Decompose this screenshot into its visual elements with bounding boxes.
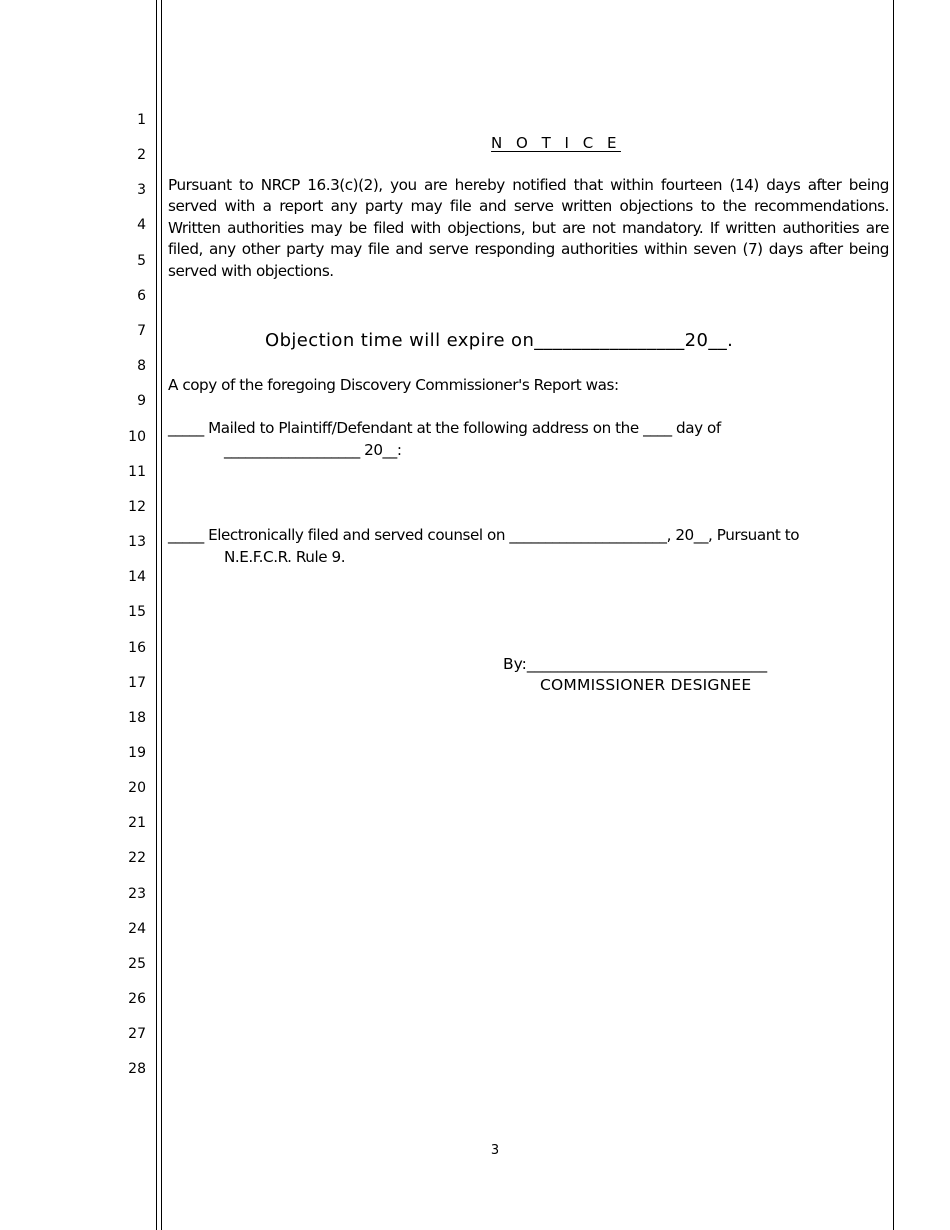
line-number: 6 (137, 288, 146, 304)
left-margin-rule-inner (161, 0, 162, 1230)
line-number: 11 (128, 464, 146, 480)
signature-by-line: By:_______________________________ (503, 655, 768, 673)
electronic-service-line-1: _____ Electronically filed and served counsel on ______________________, 20__, Pursuant to (168, 526, 800, 544)
line-number: 10 (128, 429, 146, 445)
objection-expiration-line: Objection time will expire on________________20__. (265, 330, 734, 351)
notice-heading (168, 132, 889, 154)
left-margin-rule-outer (156, 0, 157, 1230)
notice-heading-text: N O T I C E (491, 134, 621, 152)
mailed-service-line-1: _____ Mailed to Plaintiff/Defendant at the following address on the ____ day of (168, 419, 721, 437)
electronic-service-option (168, 525, 889, 568)
mailed-service-line-2: ___________________ 20__: (224, 440, 402, 459)
line-number: 18 (128, 710, 146, 726)
line-number: 21 (128, 815, 146, 831)
line-number: 27 (128, 1026, 146, 1042)
line-number: 23 (128, 886, 146, 902)
line-number: 24 (128, 921, 146, 937)
line-number: 5 (137, 253, 146, 269)
signature-title: COMMISSIONER DESIGNEE (540, 676, 752, 694)
line-number: 19 (128, 745, 146, 761)
line-number: 22 (128, 850, 146, 866)
line-number: 25 (128, 956, 146, 972)
line-number: 14 (128, 569, 146, 585)
line-number: 9 (137, 393, 146, 409)
mailed-service-option (168, 418, 889, 461)
line-number: 20 (128, 780, 146, 796)
line-number: 28 (128, 1061, 146, 1077)
line-number: 1 (137, 112, 146, 128)
right-margin-rule (893, 0, 894, 1230)
line-number: 8 (137, 358, 146, 374)
pleading-line-numbers (100, 0, 146, 1230)
line-number: 13 (128, 534, 146, 550)
electronic-service-line-2: N.E.F.C.R. Rule 9. (224, 547, 346, 566)
line-number: 16 (128, 640, 146, 656)
document-body (168, 0, 889, 1230)
line-number: 7 (137, 323, 146, 339)
line-number: 17 (128, 675, 146, 691)
line-number: 12 (128, 499, 146, 515)
page-number: 3 (490, 1143, 500, 1158)
notice-paragraph: Pursuant to NRCP 16.3(c)(2), you are hereby notified that within fourteen (14) days after being served with a report any party may file and serve written objections to the recommendations. Written authorities may be filed with objections, but are not mandatory. If written authorities are filed, any other party may file and serve responding authorities within seven (7) days after being served with objections. (168, 176, 889, 280)
copy-intro-line: A copy of the foregoing Discovery Commissioner's Report was: (168, 376, 619, 394)
line-number: 4 (137, 217, 146, 233)
line-number: 3 (137, 182, 146, 198)
line-number: 26 (128, 991, 146, 1007)
line-number: 2 (137, 147, 146, 163)
line-number: 15 (128, 604, 146, 620)
